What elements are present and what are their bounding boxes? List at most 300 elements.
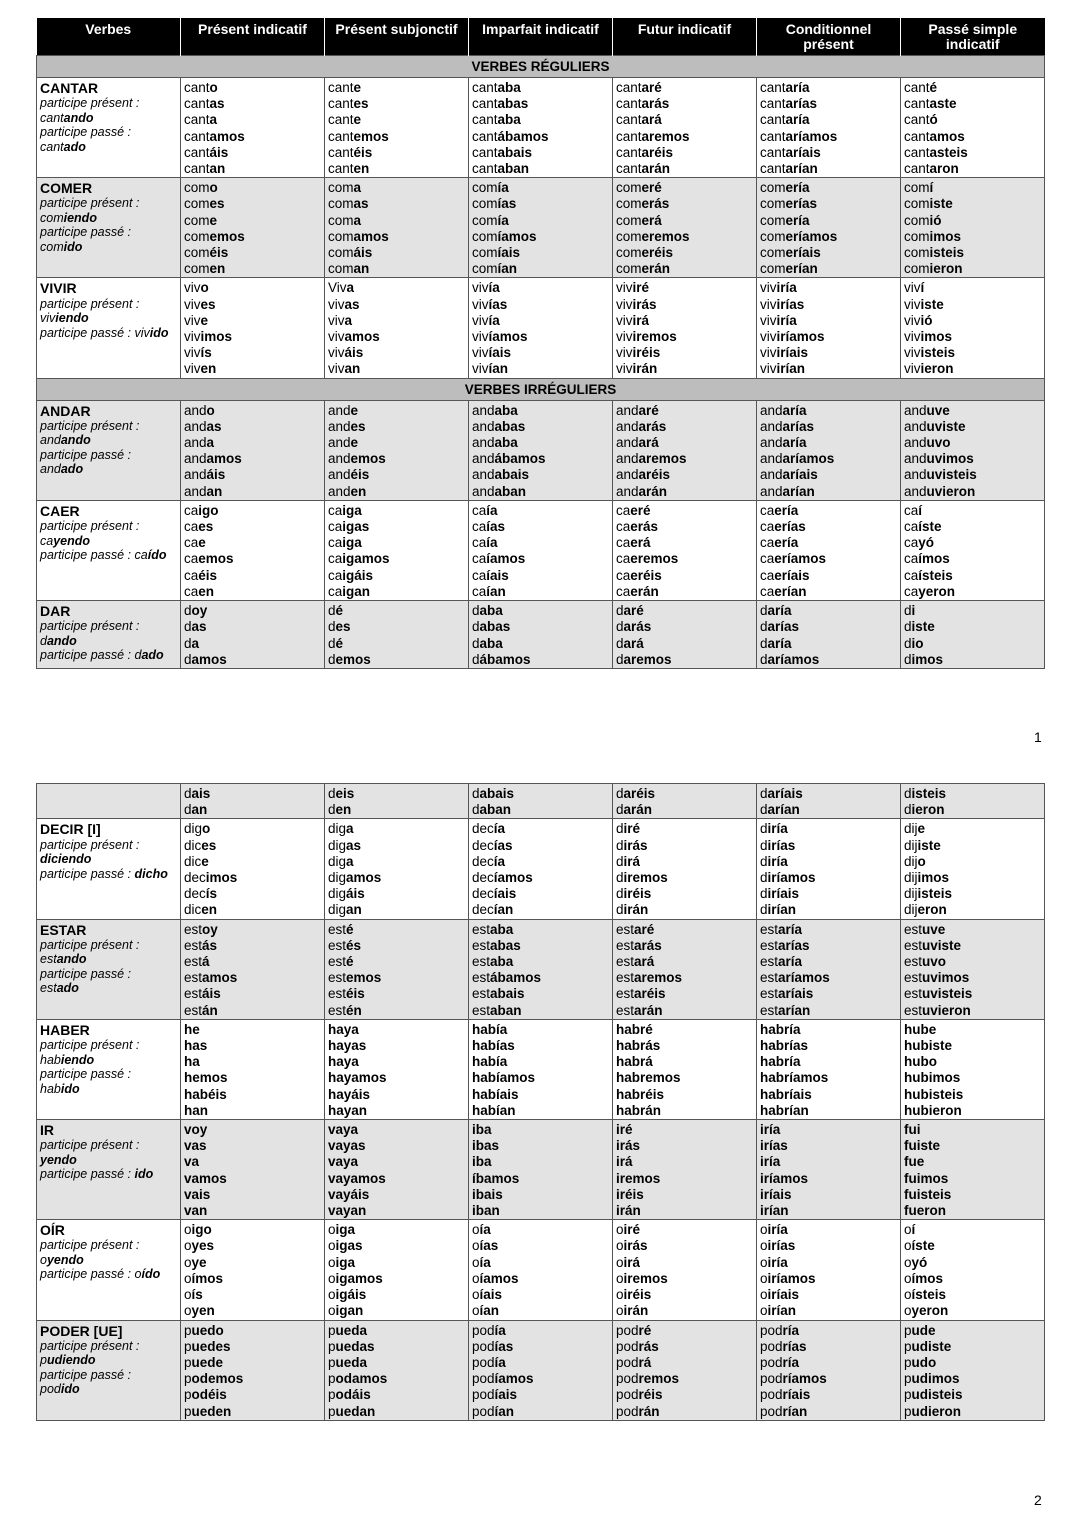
verb-form: [184, 419, 321, 435]
form-stem: and: [472, 467, 495, 483]
verb-form: [760, 280, 897, 296]
form-stem: pod: [616, 1354, 639, 1370]
form-ending: ibas: [472, 1138, 500, 1154]
form-stem: and: [904, 483, 927, 499]
conjugation-cell: [613, 78, 757, 178]
form-stem: viv: [328, 361, 345, 377]
verb-form: [616, 636, 753, 652]
verb-form: [616, 112, 753, 128]
form-stem: ca: [616, 583, 631, 599]
form-ending: ísteis: [911, 1287, 947, 1303]
conjugation-cell: [757, 819, 901, 919]
form-ending: íais: [488, 345, 512, 361]
form-ending: vamos: [184, 1170, 227, 1186]
form-ending: aréis: [634, 986, 666, 1002]
form-ending: ímos: [918, 551, 950, 567]
form-ending: habían: [472, 1102, 516, 1118]
form-stem: cant: [760, 144, 786, 160]
participe-stem: and: [40, 462, 61, 477]
verb-form: [328, 1387, 465, 1403]
form-ending: arías: [785, 96, 818, 112]
form-ending: és: [346, 937, 362, 953]
form-ending: ás: [202, 937, 218, 953]
verb-form: [760, 435, 897, 451]
form-ending: as: [191, 619, 207, 635]
verb-cell: [37, 178, 181, 278]
form-ending: habíais: [472, 1086, 519, 1102]
form-stem: viv: [184, 329, 201, 345]
form-stem: cant: [904, 112, 930, 128]
verb-form: [760, 821, 897, 837]
form-stem: est: [616, 1002, 635, 1018]
form-stem: d: [616, 651, 624, 667]
form-stem: viv: [616, 329, 633, 345]
participe-stem: cant: [40, 139, 64, 154]
form-ending: imos: [929, 228, 962, 244]
form-ending: udo: [911, 1354, 937, 1370]
form-stem: d: [328, 786, 336, 801]
verb-form: [760, 1404, 897, 1420]
participe-present-label: participe présent :: [40, 937, 140, 952]
verb-cell: [37, 819, 181, 919]
form-ending: iría: [767, 821, 788, 837]
form-stem: p: [904, 1354, 912, 1370]
participe-present-label: participe présent :: [40, 1338, 140, 1353]
form-ending: ará: [623, 635, 644, 651]
participe-present-label: participe présent :: [40, 1138, 140, 1153]
form-stem: com: [616, 196, 642, 212]
form-ending: ías: [493, 837, 513, 853]
verb-form: [472, 568, 609, 584]
conjugation-page-1: [36, 18, 1044, 669]
form-ending: aría: [767, 635, 792, 651]
verb-form: [904, 1387, 1041, 1403]
form-stem: viv: [472, 312, 489, 328]
form-ending: iba: [472, 1154, 492, 1170]
verb-form: [184, 854, 321, 870]
verb-form: [472, 329, 609, 345]
form-stem: cant: [616, 161, 642, 177]
form-ending: en: [209, 261, 226, 277]
verb-form: [184, 922, 321, 938]
form-ending: é: [346, 954, 354, 970]
form-ending: hemos: [184, 1070, 228, 1086]
form-ending: as: [346, 837, 362, 853]
form-stem: cant: [616, 96, 642, 112]
verb-form: [904, 1154, 1041, 1170]
form-stem: ca: [184, 502, 199, 518]
verb-form: [184, 1187, 321, 1203]
verb-form: [760, 1339, 897, 1355]
participe-present: [40, 519, 177, 548]
verb-form: [328, 1271, 465, 1287]
conjugation-cell: [901, 1120, 1045, 1220]
form-ending: irías: [767, 837, 796, 853]
form-stem: viv: [472, 329, 489, 345]
form-stem: cant: [472, 128, 498, 144]
form-stem: and: [616, 451, 639, 467]
form-stem: o: [328, 1287, 336, 1303]
verb-form: [328, 1238, 465, 1254]
form-stem: o: [472, 1270, 480, 1286]
verb-form: [472, 1203, 609, 1219]
verb-cell: [37, 1019, 181, 1119]
form-ending: ía: [479, 1222, 491, 1238]
verb-form: [472, 652, 609, 668]
conjugation-cell: [757, 278, 901, 378]
form-ending: an: [346, 902, 362, 918]
verb-form: [472, 129, 609, 145]
participe-stem: est: [40, 952, 57, 967]
verb-cell: [37, 400, 181, 500]
form-stem: d: [184, 786, 192, 801]
form-ending: emos: [198, 551, 234, 567]
form-stem: dic: [184, 853, 202, 869]
verb-form: [328, 568, 465, 584]
form-stem: d: [328, 603, 336, 619]
verb-form: [760, 196, 897, 212]
verb-form: [760, 584, 897, 600]
form-ending: fue: [904, 1154, 925, 1170]
form-stem: cant: [184, 128, 210, 144]
form-stem: d: [616, 853, 624, 869]
form-stem: and: [760, 483, 783, 499]
participe-ending: yendo: [46, 1252, 84, 1267]
form-stem: pod: [472, 1387, 495, 1403]
conjugation-page-2: [36, 783, 1044, 1421]
verb-form: [616, 854, 753, 870]
form-stem: com: [616, 212, 642, 228]
verb-form: [760, 313, 897, 329]
form-ending: aron: [929, 161, 959, 177]
verb-form: [904, 1323, 1041, 1339]
form-stem: viv: [472, 280, 489, 296]
form-stem: d: [760, 619, 768, 635]
verb-form: [184, 1238, 321, 1254]
form-stem: est: [184, 921, 203, 937]
form-ending: íais: [497, 245, 521, 261]
conjugation-cell: [901, 1220, 1045, 1320]
verb-form: [328, 313, 465, 329]
form-stem: cant: [760, 80, 786, 95]
form-stem: dig: [184, 821, 203, 837]
form-ending: es: [200, 296, 216, 312]
form-stem: d: [184, 619, 192, 635]
form-ending: en: [198, 583, 215, 599]
form-ending: abais: [479, 786, 515, 801]
verb-form: [760, 145, 897, 161]
form-stem: dec: [184, 886, 206, 902]
column-header: Conditionnel présent: [757, 18, 901, 56]
form-ending: í: [918, 502, 923, 518]
form-ending: van: [184, 1203, 208, 1219]
form-stem: cant: [328, 128, 354, 144]
conjugation-cell: [181, 1220, 325, 1320]
verb-form: [328, 1203, 465, 1219]
form-ending: iríais: [776, 345, 809, 361]
verb-form: [616, 551, 753, 567]
form-ending: igo: [191, 1222, 212, 1238]
participe-present: [40, 938, 177, 967]
form-ending: imos: [200, 329, 233, 345]
verb-form: [616, 1003, 753, 1019]
form-stem: viv: [472, 345, 489, 361]
form-ending: habrías: [760, 1038, 809, 1054]
form-stem: dij: [904, 902, 918, 918]
form-ending: eríamos: [774, 551, 827, 567]
form-ending: emos: [353, 128, 389, 144]
form-ending: odáis: [335, 1387, 371, 1403]
form-stem: pod: [616, 1387, 639, 1403]
form-ending: irá: [632, 312, 650, 328]
form-stem: o: [616, 1222, 624, 1238]
form-ending: aría: [785, 112, 810, 128]
form-stem: dec: [472, 902, 494, 918]
form-ending: ía: [497, 212, 509, 228]
verb-form: [328, 80, 465, 96]
verb-form: [472, 180, 609, 196]
verb-form: [760, 1323, 897, 1339]
participe-present: [40, 96, 177, 125]
verb-form: [328, 1255, 465, 1271]
form-ending: a: [353, 180, 362, 196]
participe-ending: ído: [141, 1267, 161, 1282]
form-stem: est: [904, 1002, 923, 1018]
conjugation-cell: [469, 1320, 613, 1420]
verb-form: [184, 1404, 321, 1420]
conjugation-cell: [325, 78, 469, 178]
form-ending: yen: [191, 1303, 215, 1319]
verb-form: [184, 435, 321, 451]
form-ending: fuiste: [904, 1138, 941, 1154]
form-stem: o: [904, 1238, 912, 1254]
section-row: [37, 56, 1045, 78]
form-stem: cant: [904, 161, 930, 177]
form-stem: viv: [472, 296, 489, 312]
participe-passe-label: participe passé :: [40, 1167, 132, 1182]
form-stem: viv: [904, 280, 921, 296]
form-ending: es: [201, 837, 217, 853]
form-stem: o: [616, 1270, 624, 1286]
verb-name: CAER: [40, 502, 80, 519]
form-ending: iremos: [632, 329, 677, 345]
form-ending: an: [344, 361, 361, 377]
form-ending: fuimos: [904, 1170, 949, 1186]
form-stem: dec: [472, 870, 494, 886]
participe-passe: [40, 967, 177, 996]
verb-form: [328, 1070, 465, 1086]
verb-form: [616, 970, 753, 986]
form-ending: aba: [490, 954, 514, 970]
participe-passe: [40, 648, 177, 663]
verb-form: [472, 419, 609, 435]
form-stem: est: [184, 986, 203, 1002]
form-stem: viv: [760, 296, 777, 312]
form-ending: es: [350, 418, 366, 434]
form-ending: fui: [904, 1122, 921, 1138]
verb-form: [472, 503, 609, 519]
verb-form: [616, 1238, 753, 1254]
form-stem: and: [904, 418, 927, 434]
verb-form: [472, 1070, 609, 1086]
verb-form: [904, 1404, 1041, 1420]
verb-form: [616, 313, 753, 329]
form-ending: ábamos: [494, 451, 546, 467]
verb-form: [328, 603, 465, 619]
form-stem: cant: [760, 112, 786, 128]
form-ending: ísteis: [918, 567, 953, 583]
form-ending: odéis: [191, 1387, 227, 1403]
participe-ending: udiendo: [46, 1353, 96, 1368]
form-ending: vayas: [328, 1138, 366, 1154]
verb-form: [616, 196, 753, 212]
verb-form: [616, 297, 753, 313]
form-ending: udisteis: [911, 1387, 963, 1403]
participe-stem: p: [40, 1353, 47, 1368]
verb-form: [760, 652, 897, 668]
form-stem: o: [760, 1303, 768, 1319]
verb-form: [328, 345, 465, 361]
form-ending: í: [911, 1222, 916, 1238]
form-ending: iréis: [623, 886, 652, 902]
form-ending: habéis: [184, 1086, 227, 1102]
verb-form: [760, 954, 897, 970]
form-stem: pod: [472, 1354, 495, 1370]
form-stem: com: [760, 212, 786, 228]
form-ending: iréis: [616, 1186, 644, 1202]
verb-form: [616, 954, 753, 970]
verb-form: [472, 1038, 609, 1054]
participe-passe-label: participe passé :: [40, 1267, 132, 1282]
form-ending: aríamos: [782, 451, 835, 467]
verb-form: [760, 1138, 897, 1154]
verb-name: COMER: [40, 180, 93, 197]
form-stem: dec: [472, 821, 494, 837]
form-ending: arán: [623, 802, 653, 818]
verb-form: [616, 503, 753, 519]
form-ending: remos: [638, 1371, 680, 1387]
form-ending: iría: [760, 1122, 781, 1138]
form-stem: d: [472, 635, 480, 651]
verb-form: [328, 821, 465, 837]
verb-form: [472, 467, 609, 483]
verb-form: [760, 180, 897, 196]
form-stem: est: [616, 954, 635, 970]
form-stem: d: [760, 902, 768, 918]
verb-form: [760, 129, 897, 145]
form-stem: d: [760, 870, 768, 886]
form-stem: dig: [328, 902, 347, 918]
form-ending: vais: [184, 1186, 211, 1202]
verb-row: [37, 1220, 1045, 1320]
verb-form: [328, 922, 465, 938]
verb-form: [616, 245, 753, 261]
form-ending: aríais: [782, 467, 818, 483]
form-stem: dic: [184, 902, 202, 918]
form-ending: éis: [353, 144, 373, 160]
verb-form: [904, 180, 1041, 196]
verb-form: [904, 161, 1041, 177]
verb-form: [760, 1087, 897, 1103]
verb-form: [328, 403, 465, 419]
form-stem: cant: [328, 112, 354, 128]
conjugation-cell: [757, 400, 901, 500]
form-ending: erá: [630, 535, 651, 551]
verb-form: [328, 802, 465, 818]
form-ending: ían: [479, 1303, 500, 1319]
form-stem: ca: [328, 502, 343, 518]
form-stem: cant: [328, 144, 354, 160]
form-ending: í: [920, 280, 925, 296]
form-stem: o: [760, 1287, 768, 1303]
form-ending: é: [929, 80, 938, 95]
verb-form: [760, 970, 897, 986]
form-ending: ía: [493, 821, 506, 837]
form-stem: est: [184, 970, 203, 986]
form-ending: arás: [638, 418, 667, 434]
form-ending: i: [911, 603, 916, 619]
verb-form: [616, 1287, 753, 1303]
form-stem: ca: [616, 535, 631, 551]
conjugation-cell: [613, 1220, 757, 1320]
verb-form: [904, 313, 1041, 329]
participe-ending: ado: [56, 981, 79, 996]
verb-form: [760, 261, 897, 277]
verb-form: [760, 96, 897, 112]
verb-form: [904, 1355, 1041, 1371]
form-stem: com: [616, 245, 642, 261]
verb-form: [616, 467, 753, 483]
form-ending: habíamos: [472, 1070, 536, 1086]
participe-present: [40, 1238, 177, 1267]
form-ending: iríais: [767, 886, 800, 902]
verb-form: [760, 1122, 897, 1138]
participe-stem: o: [134, 1267, 142, 1282]
form-ending: íamos: [479, 1270, 519, 1286]
form-stem: ca: [184, 519, 199, 535]
form-stem: ca: [472, 535, 487, 551]
form-stem: o: [184, 1238, 192, 1254]
form-ending: en: [353, 161, 370, 177]
form-ending: igas: [335, 1238, 363, 1254]
form-stem: o: [328, 1254, 336, 1270]
verb-form: [616, 1038, 753, 1054]
verb-form: [760, 519, 897, 535]
verb-form: [760, 886, 897, 902]
form-ending: irás: [623, 837, 648, 853]
form-stem: cant: [328, 96, 354, 112]
form-stem: viv: [184, 280, 201, 296]
form-stem: cant: [760, 128, 786, 144]
form-stem: viv: [616, 345, 633, 361]
verb-form: [184, 636, 321, 652]
form-stem: o: [616, 1254, 624, 1270]
form-ending: iga: [335, 1222, 356, 1238]
form-stem: cant: [184, 161, 210, 177]
form-stem: com: [184, 180, 210, 196]
verb-form: [184, 261, 321, 277]
participe-passe-label: participe passé :: [40, 648, 132, 663]
form-ending: eréis: [641, 245, 674, 261]
conjugation-cell: [181, 1320, 325, 1420]
form-stem: est: [472, 954, 491, 970]
form-stem: com: [472, 180, 498, 196]
column-header: Verbes: [37, 18, 181, 56]
form-stem: ca: [328, 535, 343, 551]
form-ending: an: [206, 483, 223, 499]
verb-form: [184, 361, 321, 377]
verb-name: OÍR: [40, 1222, 65, 1239]
